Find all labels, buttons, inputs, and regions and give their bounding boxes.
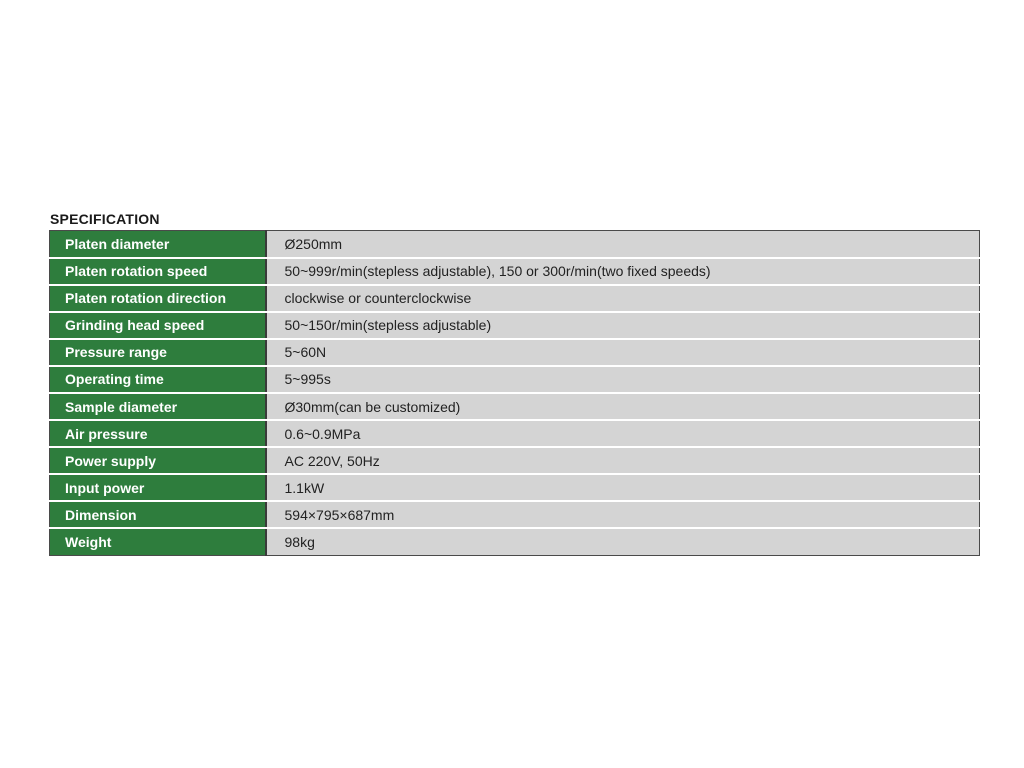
table-row <box>50 420 980 447</box>
spec-label: Platen rotation direction <box>50 285 266 312</box>
spec-label: Pressure range <box>50 339 266 366</box>
table-row <box>50 231 980 258</box>
spec-label: Input power <box>50 474 266 501</box>
spec-value: Ø30mm(can be customized) <box>266 393 980 420</box>
spec-label: Dimension <box>50 501 266 528</box>
spec-label: Power supply <box>50 447 266 474</box>
spec-value: 1.1kW <box>266 474 980 501</box>
spec-value: 5~60N <box>266 339 980 366</box>
table-row <box>50 258 980 285</box>
spec-value: AC 220V, 50Hz <box>266 447 980 474</box>
table-row <box>50 447 980 474</box>
table-row <box>50 285 980 312</box>
table-row <box>50 366 980 393</box>
spec-label: Platen diameter <box>50 231 266 258</box>
spec-label: Operating time <box>50 366 266 393</box>
spec-value: 0.6~0.9MPa <box>266 420 980 447</box>
spec-value: 5~995s <box>266 366 980 393</box>
spec-label: Air pressure <box>50 420 266 447</box>
spec-value: clockwise or counterclockwise <box>266 285 980 312</box>
spec-title: SPECIFICATION <box>50 211 160 227</box>
spec-value: 50~999r/min(stepless adjustable), 150 or 300r/min(two fixed speeds) <box>266 258 980 285</box>
spec-value: 594×795×687mm <box>266 501 980 528</box>
table-row <box>50 474 980 501</box>
specification-table <box>49 230 980 556</box>
table-row <box>50 339 980 366</box>
spec-label: Sample diameter <box>50 393 266 420</box>
table-row <box>50 312 980 339</box>
spec-label: Weight <box>50 528 266 555</box>
spec-label: Grinding head speed <box>50 312 266 339</box>
spec-value: 98kg <box>266 528 980 555</box>
spec-value: 50~150r/min(stepless adjustable) <box>266 312 980 339</box>
spec-label: Platen rotation speed <box>50 258 266 285</box>
table-row <box>50 393 980 420</box>
spec-value: Ø250mm <box>266 231 980 258</box>
table-row <box>50 501 980 528</box>
table-row <box>50 528 980 555</box>
